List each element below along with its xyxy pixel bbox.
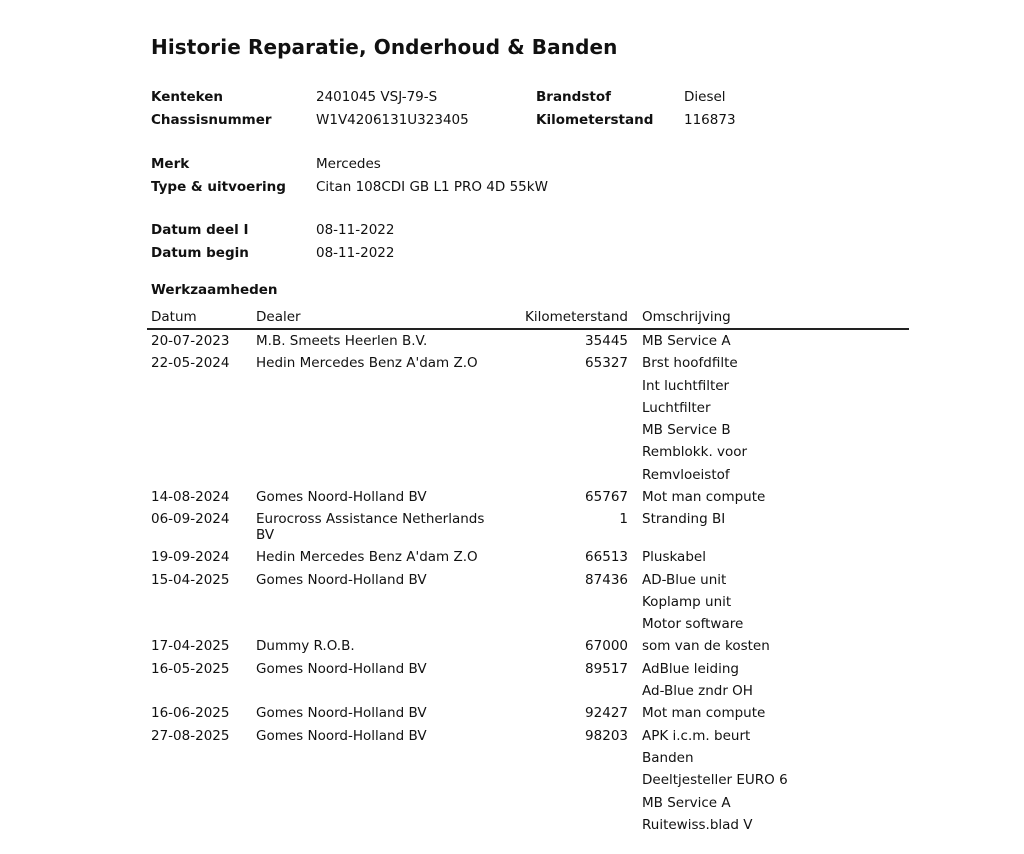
column-dealer: Dealer xyxy=(256,309,301,325)
omschrijving-item: Pluskabel xyxy=(642,549,706,566)
table-row xyxy=(147,635,909,657)
row-kilometerstand: 1 xyxy=(619,511,628,528)
row-omschrijving xyxy=(642,635,770,657)
column-datum: Datum xyxy=(151,309,197,325)
type-label: Type & uitvoering xyxy=(151,179,286,195)
omschrijving-item: Motor software xyxy=(642,616,744,633)
table-header xyxy=(147,308,909,330)
row-dealer: Hedin Mercedes Benz A'dam Z.O xyxy=(256,549,478,566)
row-omschrijving xyxy=(642,330,731,352)
omschrijving-item: MB Service B xyxy=(642,422,731,439)
row-dealer: Gomes Noord-Holland BV xyxy=(256,660,427,677)
model-values xyxy=(316,153,548,199)
omschrijving-item: Stranding BI xyxy=(642,511,726,528)
omschrijving-item: APK i.c.m. beurt xyxy=(642,727,751,744)
omschrijving-item: Brst hoofdfilte xyxy=(642,355,738,372)
row-kilometerstand: 35445 xyxy=(585,333,628,349)
kilometerstand-value: 116873 xyxy=(684,112,736,128)
table-row xyxy=(147,508,909,546)
chassis-label: Chassisnummer xyxy=(151,112,272,128)
brandstof-value: Diesel xyxy=(684,89,726,105)
table-body xyxy=(147,330,909,836)
column-omschrijving: Omschrijving xyxy=(642,309,731,325)
model-labels xyxy=(151,153,286,199)
datum-begin-value: 08-11-2022 xyxy=(316,245,395,261)
omschrijving-item: Ad-Blue zndr OH xyxy=(642,683,753,700)
datum-begin-label: Datum begin xyxy=(151,245,249,261)
row-kilometerstand: 98203 xyxy=(585,727,628,744)
omschrijving-item: Koplamp unit xyxy=(642,593,732,610)
omschrijving-item: AD-Blue unit xyxy=(642,571,727,588)
merk-label: Merk xyxy=(151,156,190,172)
table-row xyxy=(147,352,909,486)
row-omschrijving xyxy=(642,486,765,508)
row-datum: 27-08-2025 xyxy=(151,727,230,744)
row-kilometerstand: 67000 xyxy=(585,638,628,655)
table-row xyxy=(147,330,909,352)
werkzaamheden-heading: Werkzaamheden xyxy=(151,282,278,298)
omschrijving-item: Mot man compute xyxy=(642,489,766,506)
row-omschrijving xyxy=(642,658,753,703)
omschrijving-item: MB Service A xyxy=(642,333,731,349)
chassis-value: W1V4206131U323405 xyxy=(316,112,469,128)
kilometerstand-label: Kilometerstand xyxy=(536,112,654,128)
row-omschrijving xyxy=(642,546,706,568)
row-dealer: Gomes Noord-Holland BV xyxy=(256,705,427,722)
type-value: Citan 108CDI GB L1 PRO 4D 55kW xyxy=(316,179,548,195)
datum-deel-value: 08-11-2022 xyxy=(316,222,395,238)
row-omschrijving xyxy=(642,569,743,636)
row-kilometerstand: 92427 xyxy=(585,705,628,722)
table-row xyxy=(147,702,909,724)
omschrijving-item: Remvloeistof xyxy=(642,466,730,483)
omschrijving-item: som van de kosten xyxy=(642,638,770,655)
row-omschrijving xyxy=(642,352,747,486)
table-row xyxy=(147,658,909,703)
omschrijving-item: Mot man compute xyxy=(642,705,766,722)
row-omschrijving xyxy=(642,725,788,836)
table-row xyxy=(147,546,909,568)
omschrijving-item: Deeltjesteller EURO 6 xyxy=(642,772,788,789)
row-omschrijving xyxy=(642,702,765,724)
row-dealer: Gomes Noord-Holland BV xyxy=(256,571,427,588)
row-dealer: Hedin Mercedes Benz A'dam Z.O xyxy=(256,355,478,372)
omschrijving-item: Ruitewiss.blad V xyxy=(642,816,753,833)
kenteken-label: Kenteken xyxy=(151,89,223,105)
date-labels xyxy=(151,219,249,265)
merk-value: Mercedes xyxy=(316,156,381,172)
vehicle-labels-2 xyxy=(536,86,653,132)
row-kilometerstand: 65767 xyxy=(585,489,628,506)
table-row xyxy=(147,569,909,636)
row-datum: 17-04-2025 xyxy=(151,638,230,655)
omschrijving-item: Luchtfilter xyxy=(642,399,711,416)
row-kilometerstand: 89517 xyxy=(585,660,628,677)
row-kilometerstand: 87436 xyxy=(585,571,628,588)
vehicle-values-2 xyxy=(684,86,736,132)
omschrijving-item: MB Service A xyxy=(642,794,731,811)
row-datum: 19-09-2024 xyxy=(151,549,230,566)
row-dealer: Dummy R.O.B. xyxy=(256,638,355,655)
row-datum: 14-08-2024 xyxy=(151,489,230,506)
row-dealer: Gomes Noord-Holland BV xyxy=(256,727,427,744)
brandstof-label: Brandstof xyxy=(536,89,611,105)
row-dealer: Eurocross Assistance Netherlands BV xyxy=(256,511,485,544)
row-datum: 16-06-2025 xyxy=(151,705,230,722)
row-datum: 06-09-2024 xyxy=(151,511,230,528)
omschrijving-item: AdBlue leiding xyxy=(642,660,739,677)
vehicle-values-1 xyxy=(316,86,469,132)
kenteken-value: 2401045 VSJ-79-S xyxy=(316,89,438,105)
row-dealer: Gomes Noord-Holland BV xyxy=(256,489,427,506)
omschrijving-item: Remblokk. voor xyxy=(642,444,748,461)
row-omschrijving xyxy=(642,508,725,530)
row-datum: 16-05-2025 xyxy=(151,660,230,677)
date-values xyxy=(316,219,394,265)
vehicle-labels-1 xyxy=(151,86,272,132)
datum-deel-label: Datum deel I xyxy=(151,222,249,238)
row-kilometerstand: 65327 xyxy=(585,355,628,372)
page-title: Historie Reparatie, Onderhoud & Banden xyxy=(151,35,618,59)
omschrijving-item: Banden xyxy=(642,749,694,766)
row-datum: 20-07-2023 xyxy=(151,333,230,349)
row-datum: 15-04-2025 xyxy=(151,571,230,588)
omschrijving-item: Int luchtfilter xyxy=(642,377,730,394)
table-row xyxy=(147,725,909,837)
row-datum: 22-05-2024 xyxy=(151,355,230,372)
row-dealer: M.B. Smeets Heerlen B.V. xyxy=(256,333,428,349)
table-row xyxy=(147,486,909,508)
column-kilometerstand: Kilometerstand xyxy=(525,309,628,325)
row-kilometerstand: 66513 xyxy=(585,549,628,566)
